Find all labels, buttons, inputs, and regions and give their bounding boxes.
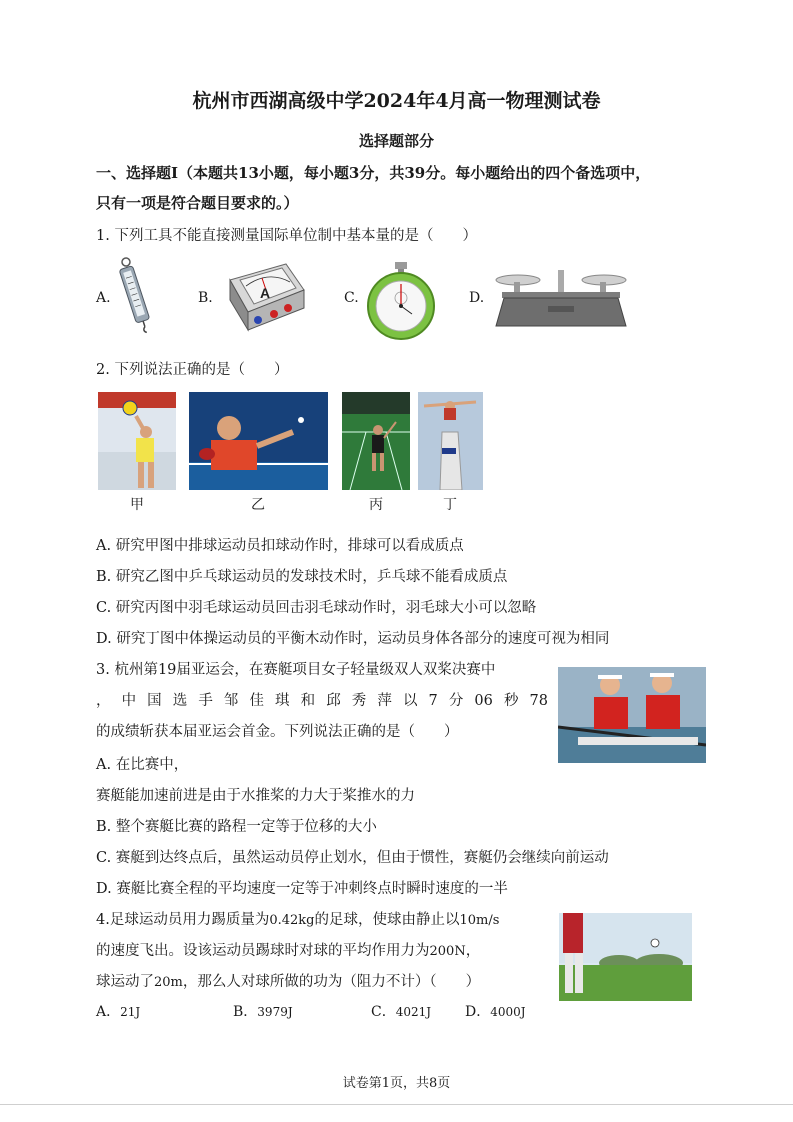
- section-heading-line2: 只有一项是符合题目要求的。）: [96, 194, 299, 212]
- stopwatch-image: [364, 260, 438, 340]
- q3-option-c: C. 赛艇到达终点后，虽然运动员停止划水，但由于惯性，赛艇仍会继续向前运动: [96, 850, 609, 866]
- q4-option-a: [96, 1001, 140, 1021]
- q4-stem-line2: [96, 939, 480, 960]
- page-title: 杭州市西湖高级中学2024年4月高一物理测试卷: [192, 90, 601, 112]
- q4-option-a-label: A．: [96, 1004, 121, 1020]
- q4-option-c: [371, 1001, 431, 1021]
- q1-label-a: A.: [96, 290, 111, 306]
- q4-option-d-value: 4000J: [490, 1005, 526, 1019]
- balance-scale-image: [494, 262, 628, 332]
- q3-stem-line1: 3. 杭州第19届亚运会，在赛艇项目女子轻量级双人双桨决赛中: [96, 662, 496, 678]
- q4-option-b: [233, 1001, 293, 1021]
- q4-text-1a: 4.足球运动员用力踢质量为: [96, 912, 270, 928]
- page-footer: 试卷第1页，共8页: [342, 1076, 451, 1091]
- q4-text-1b: 的足球，使球由静止以: [314, 912, 460, 928]
- q3-stem-line3: 的成绩斩获本届亚运会首金。下列说法正确的是（ ）: [96, 724, 459, 740]
- q3-option-a-part1: A. 在比赛中，: [96, 757, 189, 773]
- q1-label-c: C.: [344, 290, 359, 306]
- caption-ding: 丁: [443, 497, 457, 513]
- page-bottom-rule: [0, 1104, 793, 1105]
- q1-label-b: B.: [198, 290, 213, 306]
- caption-jia: 甲: [130, 497, 144, 513]
- section-heading-line1: 一、选择题Ⅰ（本题共13小题，每小题3分，共39分。每小题给出的四个备选项中，: [96, 164, 651, 182]
- volleyball-photo: [98, 392, 176, 490]
- q1-stem: 1. 下列工具不能直接测量国际单位制中基本量的是（ ）: [96, 228, 477, 244]
- spring-scale-image: [114, 256, 158, 334]
- q3-option-d: D. 赛艇比赛全程的平均速度一定等于冲刺终点时瞬时速度的一半: [96, 881, 508, 897]
- q4-text-2b: ，: [465, 943, 481, 959]
- q3-option-a-part2: 赛艇能加速前进是由于水推桨的力大于桨推水的力: [96, 788, 415, 804]
- q4-option-c-label: C．: [371, 1004, 396, 1020]
- q2-option-a: A. 研究甲图中排球运动员扣球动作时，排球可以看成质点: [96, 538, 464, 554]
- q1-label-d: D.: [469, 290, 485, 306]
- ammeter-image: [222, 260, 308, 338]
- badminton-photo: [342, 392, 410, 490]
- q4-option-d: [465, 1001, 526, 1021]
- q4-text-3b: ，那么人对球所做的功为（阻力不计）（ ）: [182, 974, 481, 990]
- q4-option-d-label: D．: [465, 1004, 491, 1020]
- q4-option-b-value: 3979J: [257, 1005, 293, 1019]
- q4-force: 200N: [429, 944, 466, 959]
- balance-beam-photo: [418, 392, 483, 490]
- caption-bing: 丙: [369, 497, 383, 513]
- rowing-photo: [558, 667, 706, 763]
- q4-text-3a: 球运动了: [96, 974, 154, 990]
- q4-speed: 10m/s: [459, 913, 500, 928]
- q3-option-b: B. 整个赛艇比赛的路程一定等于位移的大小: [96, 819, 377, 835]
- table-tennis-photo: [189, 392, 328, 490]
- q2-option-d: D. 研究丁图中体操运动员的平衡木动作时，运动员身体各部分的速度可视为相同: [96, 631, 610, 647]
- q4-mass: 0.42kg: [269, 913, 315, 928]
- football-photo: [559, 913, 692, 1001]
- q4-stem-line3: [96, 970, 480, 991]
- q4-option-a-value: 21J: [120, 1005, 141, 1019]
- q4-option-c-value: 4021J: [395, 1005, 432, 1019]
- q2-stem: 2. 下列说法正确的是（ ）: [96, 362, 289, 378]
- caption-yi: 乙: [251, 497, 265, 513]
- ammeter-letter: A: [260, 285, 271, 301]
- part-heading: 选择题部分: [358, 132, 434, 150]
- q2-option-b: B. 研究乙图中乒乓球运动员的发球技术时，乒乓球不能看成质点: [96, 569, 508, 585]
- q4-text-2a: 的速度飞出。设该运动员踢球时对球的平均作用力为: [96, 943, 430, 959]
- q3-stem-line2: ，中国选手邹佳琪和邱秀萍以7分06秒78: [96, 693, 548, 709]
- q4-stem-line1: [96, 908, 499, 929]
- q4-option-b-label: B．: [233, 1004, 258, 1020]
- q2-option-c: C. 研究丙图中羽毛球运动员回击羽毛球动作时，羽毛球大小可以忽略: [96, 600, 537, 616]
- q4-distance: 20m: [154, 975, 183, 990]
